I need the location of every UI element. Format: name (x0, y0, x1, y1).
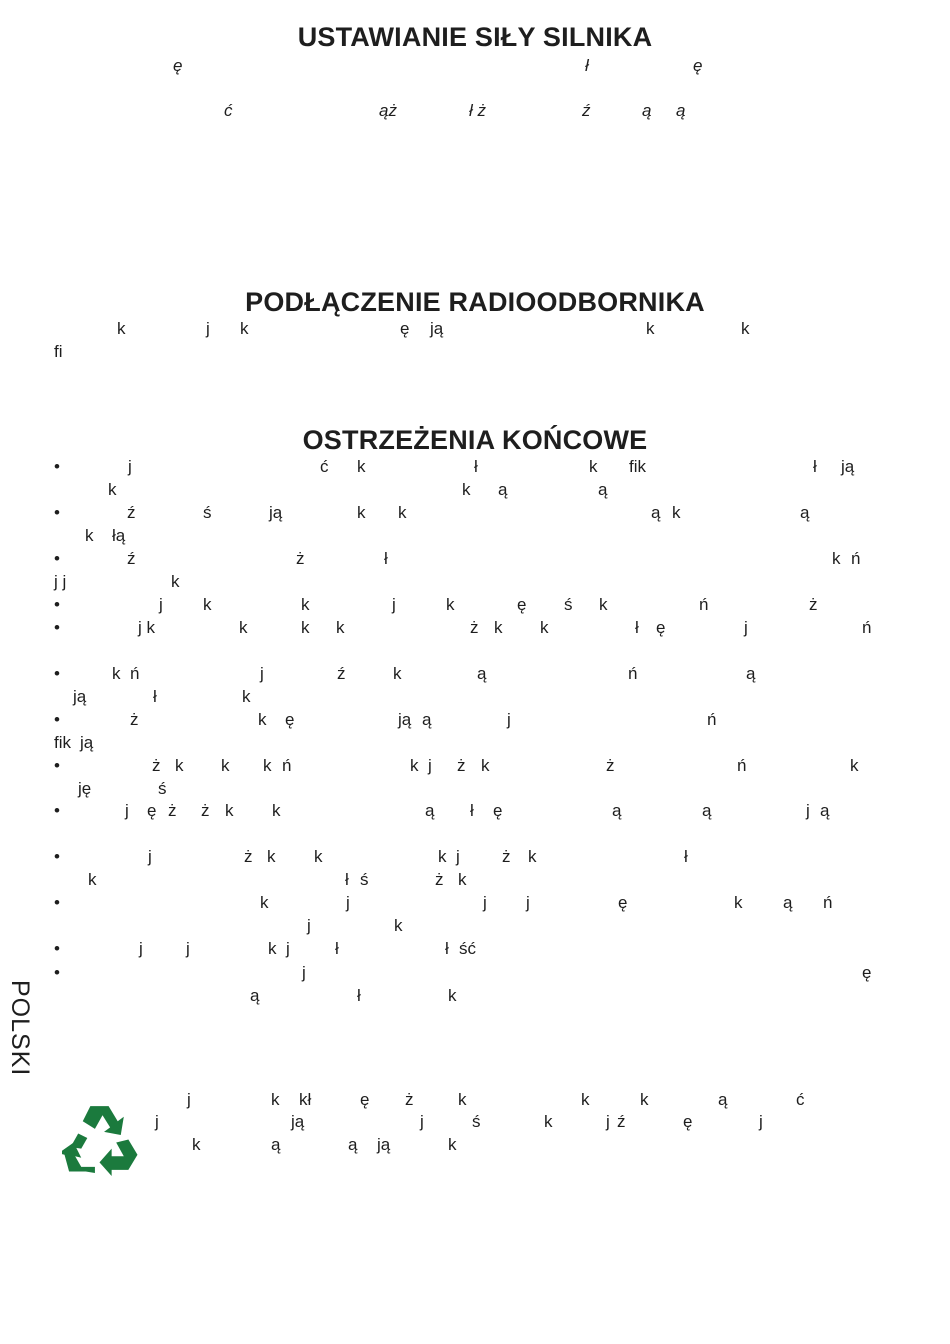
text-fragment: j (128, 457, 132, 476)
text-line (0, 685, 950, 708)
text-line (0, 340, 950, 363)
language-tab-label: POLSKI (6, 980, 34, 1077)
text-fragment: ł (635, 618, 639, 637)
text-fragment: j (759, 1112, 763, 1131)
text-line (0, 662, 950, 685)
text-line (0, 54, 950, 77)
text-fragment: ć (224, 101, 233, 120)
text-fragment: ą (800, 503, 810, 522)
text-fragment: ł (813, 457, 817, 476)
text-fragment: ł ż (469, 101, 486, 120)
text-fragment: k (589, 457, 598, 476)
text-line (0, 570, 950, 593)
text-fragment: k (540, 618, 549, 637)
text-fragment: ą (250, 986, 260, 1005)
text-line (0, 455, 950, 478)
text-fragment: • (54, 847, 60, 866)
text-fragment: • (54, 618, 60, 637)
text-fragment: k (394, 916, 403, 935)
text-fragment: k (271, 1090, 280, 1109)
text-fragment: j k (138, 618, 155, 637)
text-line (0, 1110, 950, 1133)
text-fragment: ś (203, 503, 212, 522)
text-fragment: k (410, 756, 419, 775)
text-fragment: ł (357, 986, 361, 1005)
section-title-final-warnings: OSTRZEŻENIA KOŃCOWE (302, 425, 648, 455)
text-fragment: k (239, 618, 248, 637)
text-fragment: j (260, 664, 264, 683)
text-fragment: j (159, 595, 163, 614)
text-fragment: ę (285, 710, 295, 729)
text-fragment: k (581, 1090, 590, 1109)
text-fragment: ż (606, 756, 615, 775)
text-fragment: k (272, 801, 281, 820)
text-fragment: ł (470, 801, 474, 820)
text-fragment: k (175, 756, 184, 775)
text-line (0, 731, 950, 754)
text-fragment: ż (130, 710, 139, 729)
text-fragment: • (54, 457, 60, 476)
text-line (0, 914, 950, 937)
text-line (0, 891, 950, 914)
text-fragment: • (54, 893, 60, 912)
text-fragment: ł (345, 870, 349, 889)
text-fragment: ż (457, 756, 466, 775)
text-fragment: ą (477, 664, 487, 683)
text-fragment: k (357, 503, 366, 522)
text-fragment: ż (809, 595, 818, 614)
text-fragment: ź (582, 101, 591, 120)
text-line (0, 593, 950, 616)
text-fragment: j (155, 1112, 159, 1131)
text-fragment: k (117, 319, 126, 338)
text-fragment: j (456, 847, 460, 866)
text-fragment: ą (676, 101, 686, 120)
text-fragment: ją (430, 319, 444, 338)
text-line (0, 524, 950, 547)
text-fragment: j (744, 618, 748, 637)
text-line (0, 777, 950, 800)
text-fragment: ż (168, 801, 177, 820)
text-fragment: j (507, 710, 511, 729)
text-fragment: k (268, 939, 277, 958)
text-fragment: ę (173, 56, 183, 75)
text-fragment: ę (360, 1090, 370, 1109)
text-fragment: ę (683, 1112, 693, 1131)
text-fragment: ę (656, 618, 666, 637)
text-line (0, 99, 950, 122)
text-fragment: k (171, 572, 180, 591)
text-fragment: k (640, 1090, 649, 1109)
text-fragment: ją (377, 1135, 391, 1154)
text-fragment: j (346, 893, 350, 912)
text-line (0, 961, 950, 984)
text-fragment: ą (271, 1135, 281, 1154)
text-fragment: fik (54, 733, 71, 752)
text-fragment: j (186, 939, 190, 958)
text-fragment: ń (737, 756, 747, 775)
text-fragment: • (54, 963, 60, 982)
text-fragment: j (125, 801, 129, 820)
text-fragment: łą (112, 526, 126, 545)
text-fragment: ś (564, 595, 573, 614)
text-fragment: ć (796, 1090, 805, 1109)
text-line (0, 845, 950, 868)
text-line (0, 1088, 950, 1111)
text-fragment: ą (612, 801, 622, 820)
text-fragment: ż (244, 847, 253, 866)
text-fragment: j (420, 1112, 424, 1131)
section-title-radio-receiver: PODŁĄCZENIE RADIOODBORNIKA (245, 287, 705, 317)
text-fragment: ż (435, 870, 444, 889)
text-fragment: k (192, 1135, 201, 1154)
text-fragment: ą (348, 1135, 358, 1154)
text-fragment: • (54, 756, 60, 775)
text-fragment: k (240, 319, 249, 338)
text-fragment: ą (746, 664, 756, 683)
text-fragment: ją (291, 1112, 305, 1131)
text-fragment: ź (127, 549, 136, 568)
text-fragment: k (203, 595, 212, 614)
text-fragment: ś (472, 1112, 481, 1131)
text-fragment: • (54, 503, 60, 522)
text-fragment: k (112, 664, 121, 683)
text-fragment: k (528, 847, 537, 866)
text-fragment: • (54, 549, 60, 568)
text-fragment: ż (296, 549, 305, 568)
text-fragment: ł (335, 939, 339, 958)
text-fragment: ją (73, 687, 87, 706)
text-fragment: ń (707, 710, 717, 729)
text-fragment: ą (702, 801, 712, 820)
text-line (0, 317, 950, 340)
text-fragment: k (446, 595, 455, 614)
text-fragment: ź (127, 503, 136, 522)
text-fragment: k (481, 756, 490, 775)
text-fragment: • (54, 801, 60, 820)
text-fragment: ą (820, 801, 830, 820)
text-fragment: ń (823, 893, 833, 912)
text-fragment: ę (147, 801, 157, 820)
text-fragment: ją (841, 457, 855, 476)
text-fragment: ją (269, 503, 283, 522)
text-fragment: j (148, 847, 152, 866)
text-fragment: ź (617, 1112, 626, 1131)
text-fragment: k (301, 618, 310, 637)
text-fragment: k (393, 664, 402, 683)
text-fragment: j (392, 595, 396, 614)
text-fragment: ą (498, 480, 508, 499)
text-line (0, 501, 950, 524)
text-fragment: k (458, 870, 467, 889)
text-fragment: ł (384, 549, 388, 568)
text-fragment: j (187, 1090, 191, 1109)
text-fragment: ń (851, 549, 861, 568)
text-fragment: • (54, 710, 60, 729)
text-fragment: ś (360, 870, 369, 889)
text-fragment: ę (400, 319, 410, 338)
text-fragment: ż (152, 756, 161, 775)
text-fragment: j (483, 893, 487, 912)
text-fragment: k (438, 847, 447, 866)
text-fragment: ą (783, 893, 793, 912)
text-fragment: j (206, 319, 210, 338)
text-fragment: ż (502, 847, 511, 866)
text-fragment: k (448, 1135, 457, 1154)
text-fragment: ą (642, 101, 652, 120)
text-fragment: fi (54, 342, 63, 361)
text-fragment: • (54, 595, 60, 614)
text-line (0, 616, 950, 639)
text-fragment: • (54, 664, 60, 683)
text-fragment: ł (585, 56, 589, 75)
text-fragment: k (458, 1090, 467, 1109)
text-line (0, 1133, 950, 1156)
text-fragment: ą (598, 480, 608, 499)
text-fragment: k (258, 710, 267, 729)
text-line (0, 547, 950, 570)
text-fragment: k (544, 1112, 553, 1131)
text-line (0, 708, 950, 731)
text-fragment: k (832, 549, 841, 568)
text-fragment: fik (629, 457, 646, 476)
text-fragment: k (260, 893, 269, 912)
text-fragment: k (448, 986, 457, 1005)
text-fragment: k (242, 687, 251, 706)
text-fragment: ą (422, 710, 432, 729)
text-fragment: k (599, 595, 608, 614)
text-fragment: kł (299, 1090, 312, 1109)
text-fragment: ą (651, 503, 661, 522)
text-fragment: k (462, 480, 471, 499)
text-line (0, 984, 950, 1007)
text-fragment: ę (493, 801, 503, 820)
text-fragment: ę (618, 893, 628, 912)
text-fragment: k (267, 847, 276, 866)
text-fragment: k (357, 457, 366, 476)
text-fragment: k (221, 756, 230, 775)
text-fragment: ś (158, 779, 167, 798)
text-fragment: ż (201, 801, 210, 820)
text-fragment: j (302, 963, 306, 982)
text-fragment: k (301, 595, 310, 614)
text-fragment: ź (337, 664, 346, 683)
text-fragment: k (85, 526, 94, 545)
text-fragment: ję (78, 779, 92, 798)
text-fragment: ją (398, 710, 412, 729)
section-title-motor-force: USTAWIANIE SIŁY SILNIKA (297, 22, 653, 52)
text-fragment: ł (153, 687, 157, 706)
text-fragment: j (428, 756, 432, 775)
text-fragment: ę (862, 963, 872, 982)
text-fragment: k (494, 618, 503, 637)
text-fragment: ń (282, 756, 292, 775)
text-fragment: ń (699, 595, 709, 614)
text-fragment: j (806, 801, 810, 820)
text-fragment: k (108, 480, 117, 499)
text-fragment: ł (445, 939, 449, 958)
text-fragment: k (336, 618, 345, 637)
text-fragment: k (88, 870, 97, 889)
text-line (0, 937, 950, 960)
text-fragment: ć (320, 457, 329, 476)
text-fragment: k (741, 319, 750, 338)
text-fragment: ąż (379, 101, 397, 120)
text-fragment: ę (693, 56, 703, 75)
text-fragment: k (850, 756, 859, 775)
text-line (0, 868, 950, 891)
text-fragment: k (734, 893, 743, 912)
text-fragment: ą (425, 801, 435, 820)
text-line (0, 754, 950, 777)
text-fragment: ń (130, 664, 140, 683)
text-fragment: ż (470, 618, 479, 637)
text-fragment: j (307, 916, 311, 935)
text-fragment: ą (718, 1090, 728, 1109)
text-fragment: j (606, 1112, 610, 1131)
text-fragment: j (286, 939, 290, 958)
text-fragment: k (225, 801, 234, 820)
text-fragment: k (646, 319, 655, 338)
text-fragment: • (54, 939, 60, 958)
text-fragment: j j (54, 572, 67, 591)
text-fragment: j (526, 893, 530, 912)
text-fragment: ją (80, 733, 94, 752)
text-fragment: ł (684, 847, 688, 866)
text-fragment: ę (517, 595, 527, 614)
text-fragment: ż (405, 1090, 414, 1109)
text-fragment: ść (459, 939, 476, 958)
text-fragment: j (139, 939, 143, 958)
text-fragment: ł (474, 457, 478, 476)
text-fragment: ń (862, 618, 872, 637)
text-fragment: ń (628, 664, 638, 683)
text-fragment: k (263, 756, 272, 775)
text-fragment: k (398, 503, 407, 522)
text-line (0, 478, 950, 501)
text-fragment: k (314, 847, 323, 866)
text-fragment: k (672, 503, 681, 522)
text-line (0, 799, 950, 822)
